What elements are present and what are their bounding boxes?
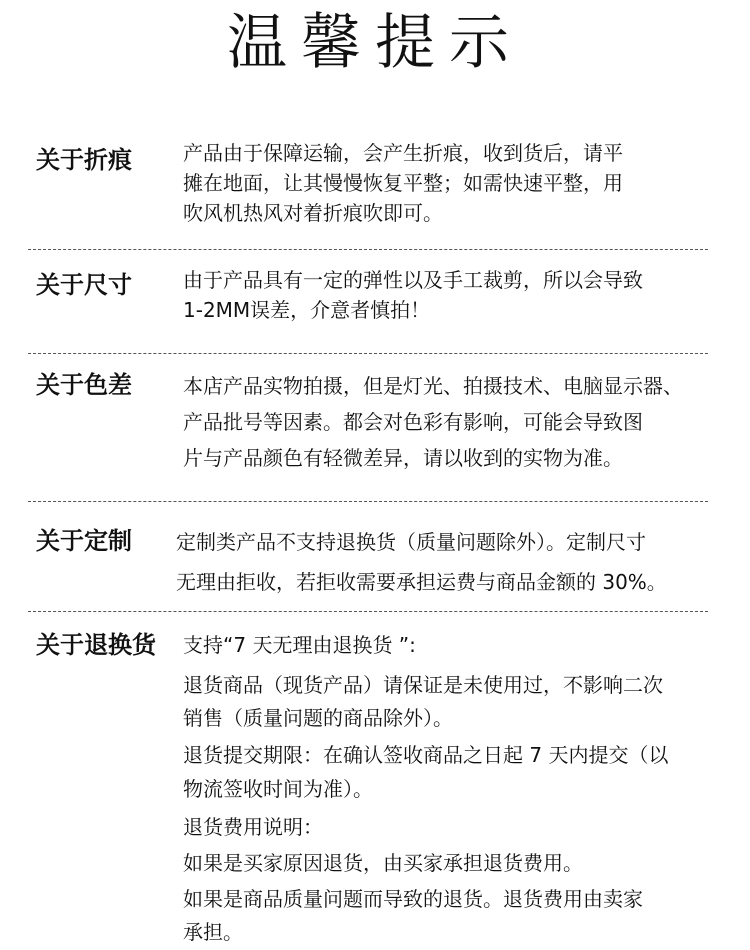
color-line-2: 产品批号等因素。都会对色彩有影响，可能会导致图 (183, 410, 643, 434)
section-label-crease: 关于折痕 (36, 146, 132, 174)
color-line-1: 本店产品实物拍摄，但是灯光、拍摄技术、电脑显示器、 (183, 374, 683, 398)
custom-line-1: 定制类产品不支持退换货（质量问题除外）。定制尺寸 (176, 530, 646, 554)
section-divider (28, 611, 708, 612)
returns-line-9: 承担。 (183, 920, 243, 944)
section-divider (28, 501, 708, 502)
returns-line-1: 支持“7 天无理由退换货 ”: (183, 633, 416, 657)
crease-line-1: 产品由于保障运输，会产生折痕，收到货后，请平 (183, 141, 623, 165)
section-divider (28, 353, 708, 354)
returns-line-4: 退货提交期限：在确认签收商品之日起 7 天内提交（以 (183, 743, 669, 767)
returns-line-7: 如果是买家原因退货，由买家承担退货费用。 (183, 851, 583, 875)
section-divider (28, 249, 708, 250)
page-title: 温馨提示 (227, 8, 523, 78)
section-label-returns: 关于退换货 (36, 631, 156, 659)
returns-line-2: 退货商品（现货产品）请保证是未使用过，不影响二次 (183, 673, 663, 697)
returns-line-3: 销售（质量问题的商品除外）。 (183, 706, 453, 730)
section-label-size: 关于尺寸 (36, 271, 132, 299)
crease-line-3: 吹风机热风对着折痕吹即可。 (183, 201, 443, 225)
size-line-1: 由于产品具有一定的弹性以及手工裁剪，所以会导致 (183, 268, 643, 292)
returns-line-8: 如果是商品质量问题而导致的退货。退货费用由卖家 (183, 887, 643, 911)
section-content-size (183, 265, 643, 325)
section-label-color: 关于色差 (36, 371, 132, 399)
size-line-2: 1-2MM误差，介意者慎拍！ (183, 298, 431, 322)
custom-line-2: 无理由拒收，若拒收需要承担运费与商品金额的 30%。 (176, 570, 667, 594)
section-content-color (183, 368, 683, 476)
section-label-custom: 关于定制 (36, 527, 132, 555)
crease-line-2: 摊在地面，让其慢慢恢复平整；如需快速平整，用 (183, 171, 623, 195)
section-content-crease (183, 138, 623, 228)
section-content-custom (176, 522, 667, 602)
returns-line-5: 物流签收时间为准）。 (183, 777, 373, 801)
returns-line-6: 退货费用说明： (183, 815, 323, 839)
color-line-3: 片与产品颜色有轻微差异，请以收到的实物为准。 (183, 446, 623, 470)
